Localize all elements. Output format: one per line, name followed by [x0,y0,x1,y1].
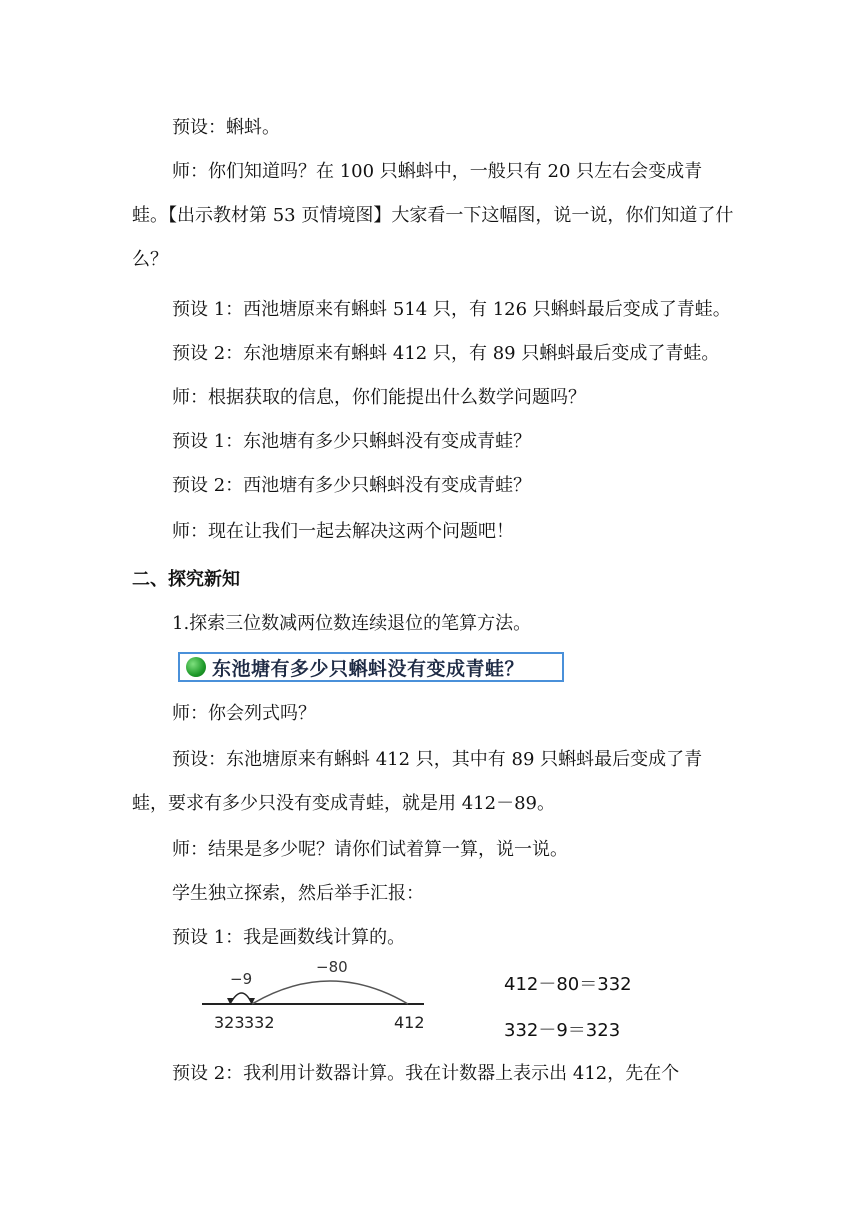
tick-label: 332 [244,1013,275,1032]
paragraph: 师：现在让我们一起去解决这两个问题吧！ [172,521,514,542]
paragraph: 师：结果是多少呢？请你们试着算一算，说一说。 [172,839,568,860]
paragraph: 预设 1：东池塘有多少只蝌蚪没有变成青蛙？ [172,431,532,452]
paragraph: 预设 2：西池塘有多少只蝌蚪没有变成青蛙？ [172,475,532,496]
jump-arc-large [252,981,408,1004]
jump-label-large: −80 [316,960,348,976]
paragraph: 预设 2：东池塘原来有蝌蚪 412 只，有 89 只蝌蚪最后变成了青蛙。 [172,343,720,364]
section-heading: 二、探究新知 [132,569,240,590]
step-title: 1.探索三位数减两位数连续退位的笔算方法。 [172,613,532,634]
banner-text: 东池塘有多少只蝌蚪没有变成青蛙？ [212,657,525,680]
green-circle-icon [186,657,206,677]
equation: 412－80＝332 [504,974,632,995]
tick-label: 323 [214,1013,245,1032]
question-banner [178,652,564,682]
tick-label: 412 [394,1013,425,1032]
paragraph: 学生独立探索，然后举手汇报： [172,883,424,904]
paragraph: 预设 1：我是画数线计算的。 [172,927,406,948]
jump-label-small: −9 [230,970,253,988]
paragraph: 预设 1：西池塘原来有蝌蚪 514 只，有 126 只蝌蚪最后变成了青蛙。 [172,299,731,320]
paragraph: 预设：东池塘原来有蝌蚪 412 只，其中有 89 只蝌蚪最后变成了青蛙，要求有多少只没有变成青蛙，就是用 412－89。 [132,749,703,814]
number-line-figure [200,960,430,1036]
paragraph: 师：你会列式吗？ [172,703,316,724]
paragraph: 预设：蝌蚪。 [172,117,280,138]
paragraph: 师：根据获取的信息，你们能提出什么数学问题吗？ [172,387,586,408]
equation: 332－9＝323 [504,1020,621,1041]
paragraph: 师：你们知道吗？在 100 只蝌蚪中，一般只有 20 只左右会变成青蛙。【出示教材第 53 页情境图】大家看一下这幅图，说一说，你们知道了什么？ [132,161,734,270]
jump-arc-small [230,993,252,1004]
paragraph: 预设 2：我利用计数器计算。我在计数器上表示出 412，先在个 [172,1063,680,1084]
